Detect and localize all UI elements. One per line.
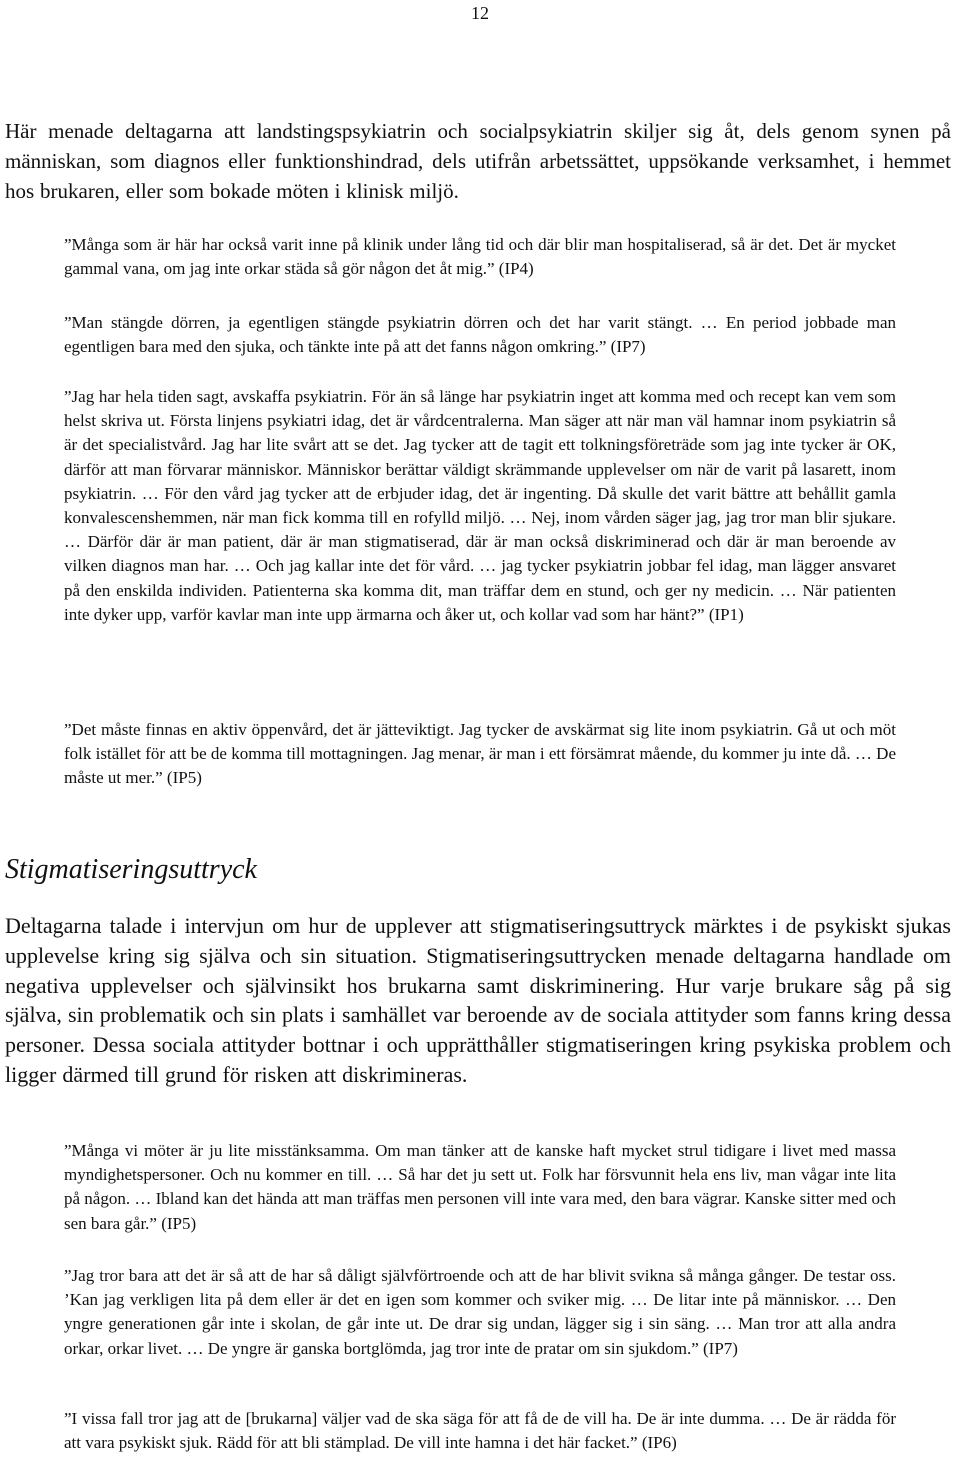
interview-quote: ”Man stängde dörren, ja egentligen stängde psykiatrin dörren och det har varit stängt. … En period jobbade man egentligen bara med den sjuka, och tänkte inte på att det fanns någon omkring.” (IP7) xyxy=(64,313,896,357)
interview-quote: ”I vissa fall tror jag att de [brukarna] väljer vad de ska säga för att få de de vill ha. De är inte dumma. … De är rädda för att vara psykiskt sjuk. Rädd för att bli stämplad. De vill inte hamna i det här facket.” (IP6) xyxy=(64,1409,896,1453)
page-number: 12 xyxy=(471,3,489,23)
interview-quote: ”Många vi möter är ju lite misstänksamma. Om man tänker att de kanske haft mycket strul tidigare i livet med massa myndighetspersoner. Och nu kommer en till. … Så har det ju sett ut. Folk har försvunnit hela ens liv, man vågar inte lita på någon. … Ibland kan det hända att man träffas men personen vill inte vara med, den bara vägrar. Kanske sitter med och sen bara går.” (IP5) xyxy=(64,1141,896,1233)
section-paragraph: Deltagarna talade i intervjun om hur de upplever att stigmatiseringsuttryck märktes i de psykiskt sjukas upplevelse kring sig själva och sin situation. Stigmatiseringsuttrycken menade deltagarna handlade om negativa upplevelser och självinsikt hos brukarna samt diskriminering. Hur varje brukare såg på sig själva, sin problematik och sin plats i samhället var beroende av de sociala attityder som fanns kring dessa personer. Dessa sociala attityder bottnar i och upprätthåller stigmatiseringen kring psykiska problem och ligger därmed till grund för risken att diskrimineras. xyxy=(5,913,951,1087)
interview-quote: ”Jag har hela tiden sagt, avskaffa psykiatrin. För än så länge har psykiatrin inget att komma med och recept kan vem som helst skriva ut. Första linjens psykiatri idag, det är vårdcentralerna. Man säger att när man väl hamnar inom psykiatrin så är det specialistvård. Jag har lite svårt att se det. Jag tycker att de tagit ett tolkningsföreträde som jag inte tycker är OK, därför att man förvarar människor. Människor berättar väldigt skrämmande upplevelser om när de varit på lasarett, inom psykiatrin. … För den vård jag tycker att de erbjuder idag, det är ingenting. Då skulle det varit bättre att behållit gamla konvalescenshemmen, när man fick komma till en rofylld miljö. … Nej, inom vården säger jag, jag tror man blir sjukare. … Därför där är man patient, där är man stigmatiserad, där är man också diskriminerad och där är man beroende av vilken diagnos man har. … Och jag kallar inte det för vård. … jag tycker psykiatrin jobbar fel idag, man lägger ansvaret på den enskilda individen. Patienterna ska komma dit, man träffar dem en stund, och ger ny medicin. … När patienten inte dyker upp, varför kavlar man inte upp ärmarna och åker ut, och kollar vad som har hänt?” (IP1) xyxy=(64,387,896,624)
interview-quote: ”Många som är här har också varit inne på klinik under lång tid och där blir man hospitaliserad, så är det. Det är mycket gammal vana, om jag inte orkar städa så gör någon det åt mig.” (IP4) xyxy=(64,235,896,279)
interview-quote: ”Det måste finnas en aktiv öppenvård, det är jätteviktigt. Jag tycker de avskärmat sig lite inom psykiatrin. Gå ut och möt folk istället för att be de komma till mottagningen. Jag menar, är man i ett försämrat mående, du kommer ju inte då. … De måste ut mer.” (IP5) xyxy=(64,720,896,788)
interview-quote: ”Jag tror bara att det är så att de har så dåligt självförtroende och att de har blivit svikna så många gånger. De testar oss. ’Kan jag verkligen lita på dem eller är det en igen som kommer och sviker mig. … De litar inte på människor. … Den yngre generationen går inte i skolan, de går inte ut. De drar sig undan, lägger sig i sin säng. … Man tror att alla andra orkar, orkar livet. … De yngre är ganska bortglömda, jag tror inte de pratar om sin sjukdom.” (IP7) xyxy=(64,1266,896,1358)
section-heading: Stigmatiseringsuttryck xyxy=(5,854,257,885)
intro-paragraph: Här menade deltagarna att landstingspsykiatrin och socialpsykiatrin skiljer sig åt, dels genom synen på människan, som diagnos eller funktionshindrad, dels utifrån arbetssättet, uppsökande verksamhet, i hemmet hos brukaren, eller som bokade möten i klinisk miljö. xyxy=(5,119,951,203)
